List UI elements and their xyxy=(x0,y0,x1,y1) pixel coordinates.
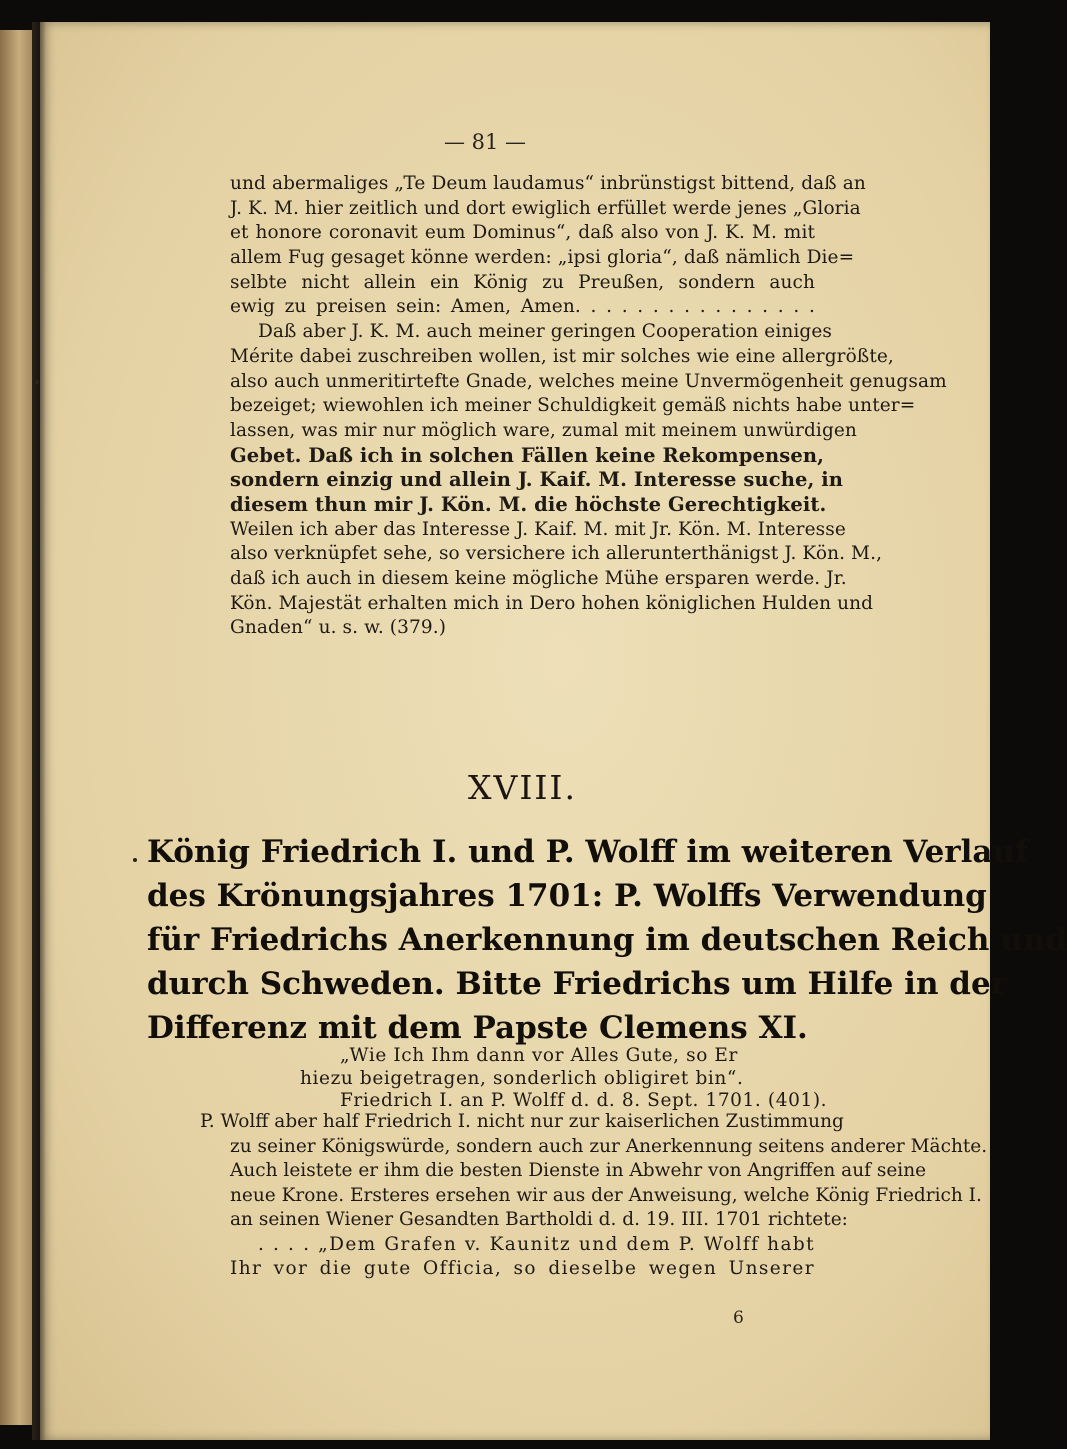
text-line: zu seiner Königswürde, sondern auch zur Anerkennung seitens anderer Mächte. xyxy=(230,1135,988,1157)
section-number: XVIII. xyxy=(468,768,577,807)
title-line: durch Schweden. Bitte Friedrichs um Hilfe in der xyxy=(147,966,1008,1002)
page-number: — 81 — xyxy=(443,130,527,154)
quote-line: hiezu beigetragen, sonderlich obligiret bin“. xyxy=(300,1067,744,1089)
text-line: Auch leistete er ihm die besten Dienste in Abwehr von Angriffen auf seine xyxy=(230,1160,927,1181)
quote-source: Friedrich I. an P. Wolff d. d. 8. Sept. 1701. (401). xyxy=(340,1090,828,1111)
text-line: . . . . „Dem Grafen v. Kaunitz und dem P. Wolff habt xyxy=(258,1233,815,1255)
text-line: Weilen ich aber das Interesse J. Kaif. M. mit Jr. Kön. M. Interesse xyxy=(230,518,846,540)
text-line: selbte nicht allein ein König zu Preußen, sondern auch xyxy=(230,271,815,293)
text-line: J. K. M. hier zeitlich und dort ewiglich erfüllet werde jenes „Gloria xyxy=(230,197,861,219)
quote-line: „Wie Ich Ihm dann vor Alles Gute, so Er xyxy=(340,1045,738,1066)
text-line: bezeiget; wiewohlen ich meiner Schuldigkeit gemäß nichts habe unter= xyxy=(230,395,916,417)
bold-text-line: Gebet. Daß ich in solchen Fällen keine Rekompensen, xyxy=(230,443,825,467)
text-line: daß ich auch in diesem keine mögliche Mühe ersparen werde. Jr. xyxy=(230,568,847,589)
text-line: Ihr vor die gute Officia, so dieselbe wegen Unserer xyxy=(230,1258,815,1279)
text-line: lassen, was mir nur möglich ware, zumal mit meinem unwürdigen xyxy=(230,419,857,441)
signature-mark: 6 xyxy=(733,1308,744,1328)
text-line: neue Krone. Ersteres ersehen wir aus der Anweisung, welche König Friedrich I. xyxy=(230,1184,982,1206)
spine-shadow xyxy=(32,22,46,1440)
title-line: König Friedrich I. und P. Wolff im weiteren Verlauf xyxy=(147,834,1029,870)
bold-text-line: sondern einzig und allein J. Kaif. M. Interesse suche, in xyxy=(230,468,844,492)
text-line: Mérite dabei zuschreiben wollen, ist mir solches wie eine allergrößte, xyxy=(230,345,894,367)
text-line: et honore coronavit eum Dominus“, daß also von J. K. M. mit xyxy=(230,222,815,244)
title-line: des Krönungsjahres 1701: P. Wolffs Verwendung xyxy=(147,878,987,914)
epigraph-quote xyxy=(300,1045,828,1113)
margin-mark xyxy=(133,858,137,862)
adjacent-page-edge xyxy=(0,30,32,1425)
text-line: ewig zu preisen sein: Amen, Amen. . . . . . . . . . . . . . . . xyxy=(230,296,815,318)
text-line: also verknüpfet sehe, so versichere ich allerunterthänigst J. Kön. M., xyxy=(230,543,883,565)
body-text-continued xyxy=(200,1110,988,1282)
text-line: Daß aber J. K. M. auch meiner geringen Cooperation einiges xyxy=(258,321,832,343)
text-line: allem Fug gesaget könne werden: „ipsi gloria“, daß nämlich Die= xyxy=(230,247,855,269)
text-line: P. Wolff aber half Friedrich I. nicht nur zur kaiserlichen Zustimmung xyxy=(200,1111,844,1132)
text-line: an seinen Wiener Gesandten Bartholdi d. d. 19. III. 1701 richtete: xyxy=(230,1209,848,1230)
text-line: Gnaden“ u. s. w. (379.) xyxy=(230,617,447,639)
body-text xyxy=(230,172,947,641)
text-line: Kön. Majestät erhalten mich in Dero hohen königlichen Hulden und xyxy=(230,592,874,614)
bold-text-line: diesem thun mir J. Kön. M. die höchste Gerechtigkeit. xyxy=(230,492,827,516)
section-title xyxy=(147,830,1067,1050)
title-line: für Friedrichs Anerkennung im deutschen Reich und xyxy=(147,922,1067,958)
text-line: also auch unmeritirtefte Gnade, welches meine Unvermögenheit genugsam xyxy=(230,370,947,392)
margin-mark xyxy=(35,380,39,384)
text-line: und abermaliges „Te Deum laudamus“ inbrünstigst bittend, daß an xyxy=(230,173,866,194)
title-line: Differenz mit dem Papste Clemens XI. xyxy=(147,1010,808,1046)
